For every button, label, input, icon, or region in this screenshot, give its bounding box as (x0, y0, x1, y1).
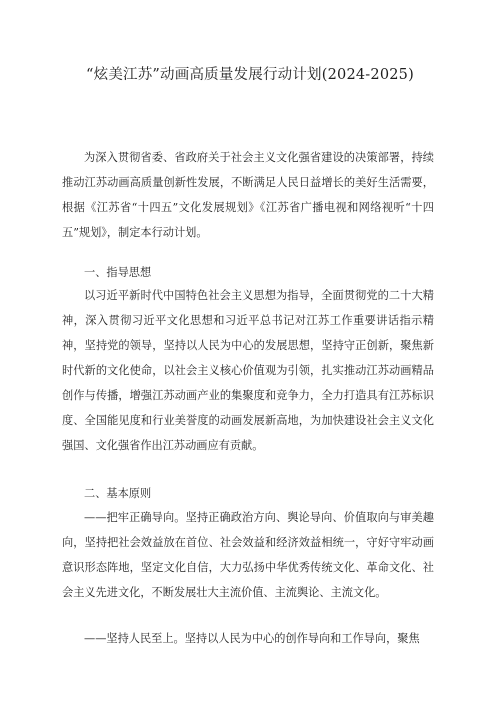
section-heading-basic-principles: 二、基本原则 (84, 487, 152, 500)
intro-paragraph: 为深入贯彻省委、省政府关于社会主义文化强省建设的决策部署，持续推动江苏动画高质量创新性发展，不断满足人民日益增长的美好生活需要，根据《江苏省“十四五”文化发展规划》《江苏省广播电视和网络视听“十四五”规划》，制定本行动计划。 (62, 151, 434, 239)
principle-paragraph-orientation: ——把牢正确导向。坚持正确政治方向、舆论导向、价值取向与审美趣向，坚持把社会效益放在首位、社会效益和经济效益相统一，守好守牢动画意识形态阵地，坚定文化自信，大力弘扬中华优秀传统文化、革命文化、社会主义先进文化，不断发展壮大主流价值、主流舆论、主流文化。 (62, 511, 434, 599)
principle-paragraph-people: ——坚持人民至上。坚持以人民为中心的创作导向和工作导向，聚焦 (84, 632, 420, 645)
section-heading-guiding-ideology: 一、指导思想 (84, 266, 152, 279)
document-title (62, 62, 438, 88)
guiding-ideology-paragraph: 以习近平新时代中国特色社会主义思想为指导，全面贯彻党的二十大精神，深入贯彻习近平文化思想和习近平总书记对江苏工作重要讲话指示精神，坚持党的领导，坚持以人民为中心的发展思想，坚持守正创新，聚焦新时代新的文化使命，以社会主义核心价值观为引领，扎实推动江苏动画精品创作与传播，增强江苏动画产业的集聚度和竞争力，全力打造具有江苏标识度、全国能见度和行业美誉度的动画发展新高地，为加快建设社会主义文化强国、文化强省作出江苏动画应有贡献。 (62, 289, 434, 452)
title-text: “炫美江苏”动画高质量发展行动计划(2024-2025) (86, 67, 414, 83)
